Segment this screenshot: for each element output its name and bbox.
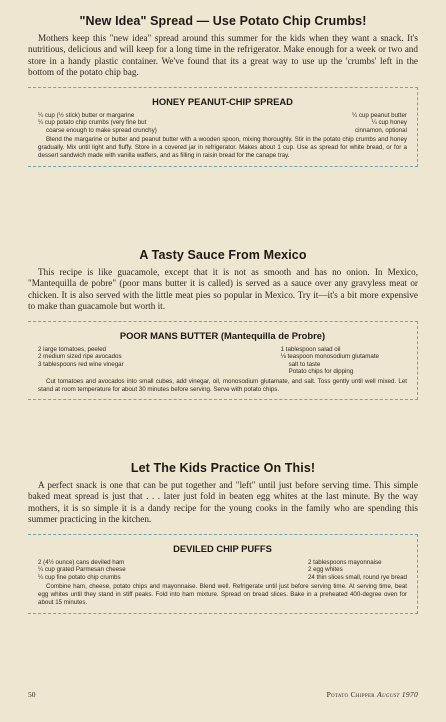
section-intro: This recipe is like guacamole, except that it is not as smooth and has no onion. In Mexico, "Mantequilla de pobre" (poor mans butter it is called) is served as a sauce over any gravyless meat or chicken. It is also served with the little meat pies so popular in Mexico. Try it—it's a bit more expensive to make than guacamole but worth it. bbox=[28, 267, 418, 312]
section-kids-practice bbox=[28, 461, 418, 614]
ingredients bbox=[38, 112, 407, 135]
recipe-method: Cut tomatoes and avocados into small cubes, add vinegar, oil, monosodium glutamate, and salt. Toss gently until well mixed. Let stand at room temperature for about 30 minutes before serving. Serve with potato chips. bbox=[38, 378, 407, 393]
recipe-title: HONEY PEANUT-CHIP SPREAD bbox=[152, 95, 293, 107]
magazine-name: Potato Chipper bbox=[326, 690, 375, 699]
ingredient: ⅛ teaspoon monosodium glutamate bbox=[280, 353, 379, 361]
recipe-box bbox=[28, 534, 418, 614]
ingredient: ¼ cup grated Parmesan cheese bbox=[38, 566, 126, 574]
ingredient: 2 large tomatoes, peeled bbox=[38, 345, 107, 353]
ingredients-right bbox=[308, 559, 407, 582]
ingredient: 1 tablespoon salad oil bbox=[280, 345, 341, 353]
ingredient: Potato chips for dipping bbox=[288, 368, 354, 376]
magazine-credit bbox=[327, 690, 418, 699]
ingredient: coarse enough to make spread crunchy) bbox=[46, 126, 157, 134]
recipe-method: Combine ham, cheese, potato chips and mayonnaise. Blend well. Refrigerate until just before serving time. At serving time, beat egg whites until they stand in stiff peaks. Fold into ham mixture. Spread on bread slices. Bake in a preheated 400-degree oven for about 15 minutes. bbox=[38, 583, 407, 606]
ingredients-left bbox=[38, 346, 124, 376]
ingredient: 3 tablespoons red wine vinegar bbox=[38, 360, 124, 368]
section-intro: Mothers keep this "new idea" spread around this summer for the kids when they want a snack. It's nutritious, delicious and will keep for a long time in the refrigerator. Make enough for a week or two and store in a handy plastic container. We've found that its a great way to use up the 'crumbs' left in the bottom of the potato chip bag. bbox=[28, 33, 418, 78]
ingredient: ¼ cup peanut butter bbox=[351, 111, 407, 119]
ingredient: 2 medium sized ripe avocados bbox=[38, 353, 122, 361]
section-new-idea-spread bbox=[28, 14, 418, 167]
section-heading: Let The Kids Practice On This! bbox=[130, 461, 316, 475]
ingredients-right bbox=[352, 112, 407, 135]
ingredient: ¼ cup (½ stick) butter or margarine bbox=[38, 111, 135, 119]
ingredient: 2 egg whites bbox=[307, 566, 343, 574]
ingredients-left bbox=[38, 112, 157, 135]
ingredient: ¼ cup potato chip crumbs (very fine but bbox=[38, 119, 147, 127]
issue-date: August 1970 bbox=[377, 690, 418, 699]
ingredients-left bbox=[38, 559, 126, 582]
ingredient: salt to taste bbox=[288, 360, 321, 368]
recipe-method: Blend the margarine or butter and peanut butter with a wooden spoon, mixing thoroughly. Stir in the potato chip crumbs and honey gradually. Mix until light and fluffy. Store in a covered jar in refrigerator. Makes about 1 cup. Use as spread for white bread, or for a dessert sandwich made with vanilla waffers, and as filling in raisin bread for the canape tray. bbox=[38, 136, 407, 159]
ingredients bbox=[38, 346, 407, 376]
ingredients bbox=[38, 559, 407, 582]
recipe-title: DEVILED CHIP PUFFS bbox=[173, 542, 272, 554]
ingredient: cinnamon, optional bbox=[355, 126, 407, 134]
ingredients-right bbox=[281, 346, 379, 376]
ingredient: 2 (4½ ounce) cans deviled ham bbox=[38, 558, 125, 566]
recipe-box bbox=[28, 87, 418, 167]
section-tasty-sauce bbox=[28, 248, 418, 400]
recipe-box bbox=[28, 321, 418, 401]
recipe-title: POOR MANS BUTTER (Mantequilla de Probre) bbox=[119, 329, 326, 341]
page-number: 50 bbox=[28, 690, 36, 699]
ingredient: 24 thin slices small, round rye bread bbox=[307, 573, 407, 581]
ingredient: ¼ cup fine potato chip crumbs bbox=[38, 573, 121, 581]
section-heading: A Tasty Sauce From Mexico bbox=[139, 248, 307, 262]
page-footer bbox=[28, 690, 418, 699]
section-heading: "New Idea" Spread — Use Potato Chip Crumbs! bbox=[79, 14, 367, 28]
ingredient: 2 tablespoons mayonnaise bbox=[307, 558, 382, 566]
section-intro: A perfect snack is one that can be put together and "left" until just before serving time. This simple baked meat spread is just that . . . later just fold in beaten egg whites at the last minute. By the way mothers, it is so simple it is a dandy recipe for the young cooks in the family who are spending this summer practicing in the kitchen. bbox=[28, 480, 418, 525]
ingredient: ¼ cup honey bbox=[371, 119, 407, 127]
